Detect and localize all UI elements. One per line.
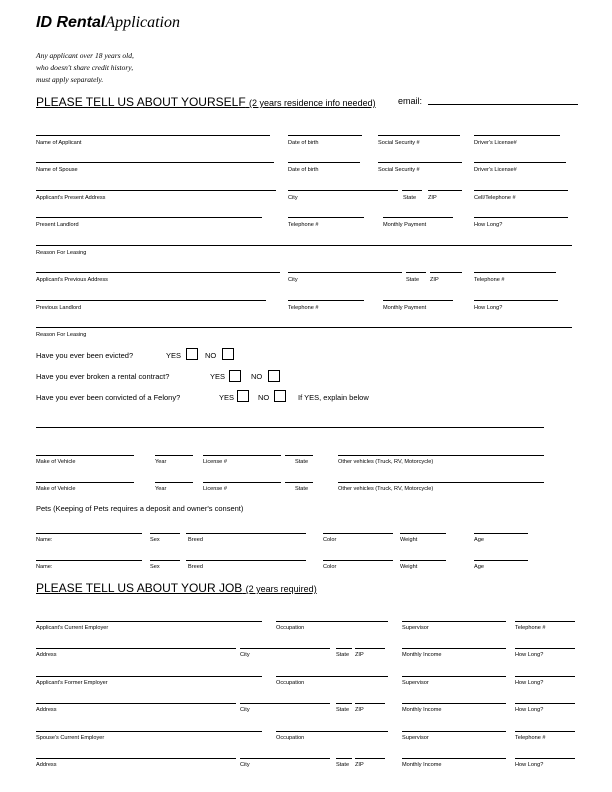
broken-no-checkbox[interactable]: [268, 370, 280, 382]
former-howlong2-field[interactable]: [515, 703, 575, 704]
previous-telephone-field[interactable]: [474, 272, 556, 273]
vehicle1-state-field[interactable]: [285, 455, 313, 456]
label-pet-sex-2: Sex: [150, 564, 160, 570]
previous-landlord-field[interactable]: [36, 300, 266, 301]
label-landlord-telephone: Telephone #: [288, 222, 319, 228]
previous-state-field[interactable]: [406, 272, 426, 273]
label-previous-landlord: Previous Landlord: [36, 305, 82, 311]
evicted-no-checkbox[interactable]: [222, 348, 234, 360]
prev-landlord-telephone-field[interactable]: [288, 300, 364, 301]
label-spouse-zip: ZIP: [355, 762, 364, 768]
former-employer-field[interactable]: [36, 676, 262, 677]
applicant-ssn-field[interactable]: [378, 135, 460, 136]
label-spouse-howlong: How Long?: [515, 762, 544, 768]
label-current-city: City: [240, 652, 250, 658]
label-make-vehicle-1: Make of Vehicle: [36, 459, 76, 465]
email-label: email:: [398, 96, 423, 106]
label-dob: Date of birth: [288, 140, 319, 146]
felony-explanation-field[interactable]: [36, 427, 544, 428]
previous-zip-field[interactable]: [430, 272, 462, 273]
applicant-name-field[interactable]: [36, 135, 270, 136]
vehicle2-license-field[interactable]: [203, 482, 281, 483]
label-pet-name-2: Name:: [36, 564, 53, 570]
former-howlong-field[interactable]: [515, 676, 575, 677]
felony-no-checkbox[interactable]: [274, 390, 286, 402]
pet2-age-field[interactable]: [474, 560, 528, 561]
label-previous-telephone: Telephone #: [474, 277, 505, 283]
pet1-breed-field[interactable]: [186, 533, 306, 534]
label-current-address: Address: [36, 652, 57, 658]
pet1-name-field[interactable]: [36, 533, 142, 534]
label-current-zip: ZIP: [355, 652, 364, 658]
pet2-sex-field[interactable]: [150, 560, 180, 561]
former-city-field[interactable]: [240, 703, 330, 704]
other-vehicles-field-1[interactable]: [338, 455, 544, 456]
label-pet-color-2: Color: [323, 564, 337, 570]
label-prev-monthly-payment: Monthly Payment: [383, 305, 427, 311]
label-current-howlong: How Long?: [515, 652, 544, 658]
spouse-employer-field[interactable]: [36, 731, 262, 732]
spouse-dob-field[interactable]: [288, 162, 360, 163]
intro-line-3: must apply separately.: [36, 75, 104, 84]
pet1-weight-field[interactable]: [400, 533, 446, 534]
label-pet-weight-2: Weight: [400, 564, 418, 570]
label-former-city: City: [240, 707, 250, 713]
spouse-name-field[interactable]: [36, 162, 274, 163]
question-felony: Have you ever been convicted of a Felony?: [36, 393, 181, 402]
current-income-field[interactable]: [402, 648, 506, 649]
label-current-supervisor: Supervisor: [402, 625, 429, 631]
label-prev-reason-leasing: Reason For Leasing: [36, 332, 87, 338]
applicant-license-field[interactable]: [474, 135, 560, 136]
label-spouse-name: Name of Spouse: [36, 167, 78, 173]
label-previous-address: Applicant's Previous Address: [36, 277, 108, 283]
spouse-license-field[interactable]: [474, 162, 566, 163]
vehicle1-license-field[interactable]: [203, 455, 281, 456]
spouse-howlong-field[interactable]: [515, 758, 575, 759]
label-former-employer: Applicant's Former Employer: [36, 680, 108, 686]
present-city-field[interactable]: [288, 190, 398, 191]
current-zip-field[interactable]: [355, 648, 385, 649]
pet1-age-field[interactable]: [474, 533, 528, 534]
section-heading-job: [36, 581, 317, 595]
spouse-state-field[interactable]: [336, 758, 352, 759]
label-license-1: License #: [203, 459, 227, 465]
label-applicant-name: Name of Applicant: [36, 140, 82, 146]
spouse-telephone-field[interactable]: [515, 731, 575, 732]
label-spouse-supervisor: Supervisor: [402, 735, 429, 741]
label-pet-weight-1: Weight: [400, 537, 418, 543]
label-current-employer: Applicant's Current Employer: [36, 625, 109, 631]
label-spouse-income: Monthly Income: [402, 762, 442, 768]
label-pet-breed-1: Breed: [188, 537, 203, 543]
label-pet-sex-1: Sex: [150, 537, 160, 543]
label-previous-state: State: [406, 277, 420, 283]
previous-howlong-field[interactable]: [474, 300, 558, 301]
label-make-vehicle-2: Make of Vehicle: [36, 486, 76, 492]
label-spouse-address: Address: [36, 762, 57, 768]
label-other-vehicles-1: Other vehicles (Truck, RV, Motorcycle): [338, 459, 434, 465]
felony-yes-checkbox[interactable]: [237, 390, 249, 402]
current-howlong-field[interactable]: [515, 648, 575, 649]
pet2-name-field[interactable]: [36, 560, 142, 561]
former-supervisor-field[interactable]: [402, 676, 506, 677]
label-spouse-license: Driver's License#: [474, 167, 517, 173]
former-address-field[interactable]: [36, 703, 236, 704]
label-current-state: State: [336, 652, 350, 658]
vehicle1-year-field[interactable]: [155, 455, 193, 456]
pet1-sex-field[interactable]: [150, 533, 180, 534]
spouse-city-field[interactable]: [240, 758, 330, 759]
broken-yes-checkbox[interactable]: [229, 370, 241, 382]
present-address-field[interactable]: [36, 190, 276, 191]
label-spouse-dob: Date of birth: [288, 167, 319, 173]
label-former-occupation: Occupation: [276, 680, 305, 686]
label-pet-age-1: Age: [474, 537, 484, 543]
label-year-2: Year: [155, 486, 167, 492]
question-evicted: Have you ever been evicted?: [36, 351, 134, 360]
section-heading-job-sub: (2 years required): [245, 584, 317, 594]
former-income-field[interactable]: [402, 703, 506, 704]
current-address-field[interactable]: [36, 648, 236, 649]
label-former-howlong2: How Long?: [515, 707, 544, 713]
email-field[interactable]: [428, 104, 578, 105]
question-broken-contract: Have you ever broken a rental contract?: [36, 372, 170, 381]
felony-explain-note: If YES, explain below: [298, 393, 369, 402]
label-present-zip: ZIP: [428, 195, 437, 201]
vehicle2-state-field[interactable]: [285, 482, 313, 483]
current-city-field[interactable]: [240, 648, 330, 649]
intro-line-2: who doesn't share credit history,: [36, 63, 134, 72]
pet2-weight-field[interactable]: [400, 560, 446, 561]
section-heading-sub: (2 years residence info needed): [249, 98, 376, 108]
section-heading-yourself: [36, 95, 376, 109]
label-current-telephone: Telephone #: [515, 625, 546, 631]
label-vehicle-state-2: State: [295, 486, 309, 492]
vehicle1-make-field[interactable]: [36, 455, 134, 456]
former-occupation-field[interactable]: [276, 676, 388, 677]
label-former-zip: ZIP: [355, 707, 364, 713]
current-state-field[interactable]: [336, 648, 352, 649]
intro-line-1: Any applicant over 18 years old,: [36, 51, 134, 60]
section-heading-job-text: PLEASE TELL US ABOUT YOUR JOB: [36, 581, 243, 595]
present-state-field[interactable]: [402, 190, 422, 191]
broken-no-label: NO: [251, 372, 263, 381]
spouse-zip-field[interactable]: [355, 758, 385, 759]
label-vehicle-state-1: State: [295, 459, 309, 465]
label-spouse-occupation: Occupation: [276, 735, 305, 741]
label-previous-howlong: How Long?: [474, 305, 503, 311]
label-previous-zip: ZIP: [430, 277, 439, 283]
label-spouse-ssn: Social Security #: [378, 167, 420, 173]
felony-yes-label: YES: [219, 393, 235, 402]
label-current-occupation: Occupation: [276, 625, 305, 631]
pet1-color-field[interactable]: [323, 533, 393, 534]
cell-telephone-field[interactable]: [474, 190, 568, 191]
previous-address-field[interactable]: [36, 272, 280, 273]
label-present-address: Applicant's Present Address: [36, 195, 106, 201]
pet2-breed-field[interactable]: [186, 560, 306, 561]
form-title: [36, 14, 180, 32]
label-cell-telephone: Cell/Telephone #: [474, 195, 516, 201]
broken-yes-label: YES: [210, 372, 226, 381]
present-landlord-field[interactable]: [36, 217, 262, 218]
spouse-income-field[interactable]: [402, 758, 506, 759]
label-present-city: City: [288, 195, 298, 201]
label-other-vehicles-2: Other vehicles (Truck, RV, Motorcycle): [338, 486, 434, 492]
label-license: Driver's License#: [474, 140, 517, 146]
label-pet-breed-2: Breed: [188, 564, 203, 570]
evicted-yes-label: YES: [166, 351, 182, 360]
label-license-2: License #: [203, 486, 227, 492]
spouse-address-field[interactable]: [36, 758, 236, 759]
label-monthly-payment: Monthly Payment: [383, 222, 427, 228]
applicant-dob-field[interactable]: [288, 135, 362, 136]
spouse-supervisor-field[interactable]: [402, 731, 506, 732]
spouse-occupation-field[interactable]: [276, 731, 388, 732]
label-former-address: Address: [36, 707, 57, 713]
label-year-1: Year: [155, 459, 167, 465]
evicted-yes-checkbox[interactable]: [186, 348, 198, 360]
felony-no-label: NO: [258, 393, 270, 402]
label-spouse-employer: Spouse's Current Employer: [36, 735, 105, 741]
brand-name: ID Rental: [36, 14, 106, 31]
label-spouse-state: State: [336, 762, 350, 768]
label-reason-leasing: Reason For Leasing: [36, 250, 87, 256]
label-former-howlong: How Long?: [515, 680, 544, 686]
pet2-color-field[interactable]: [323, 560, 393, 561]
label-present-state: State: [403, 195, 417, 201]
label-previous-city: City: [288, 277, 298, 283]
label-former-income: Monthly Income: [402, 707, 442, 713]
reason-leasing-field[interactable]: [36, 245, 572, 246]
title-word: Application: [105, 14, 180, 31]
label-spouse-city: City: [240, 762, 250, 768]
label-prev-landlord-telephone: Telephone #: [288, 305, 319, 311]
label-present-landlord: Present Landlord: [36, 222, 79, 228]
label-former-state: State: [336, 707, 350, 713]
current-supervisor-field[interactable]: [402, 621, 506, 622]
prev-reason-leasing-field[interactable]: [36, 327, 572, 328]
present-howlong-field[interactable]: [474, 217, 568, 218]
pets-heading: Pets (Keeping of Pets requires a deposit and owner's consent): [36, 504, 244, 513]
label-ssn: Social Security #: [378, 140, 420, 146]
spouse-ssn-field[interactable]: [378, 162, 462, 163]
former-state-field[interactable]: [336, 703, 352, 704]
previous-city-field[interactable]: [288, 272, 402, 273]
current-telephone-field[interactable]: [515, 621, 575, 622]
monthly-payment-field[interactable]: [383, 217, 453, 218]
section-heading-text: PLEASE TELL US ABOUT YOURSELF: [36, 95, 246, 109]
current-employer-field[interactable]: [36, 621, 262, 622]
vehicle2-year-field[interactable]: [155, 482, 193, 483]
prev-monthly-payment-field[interactable]: [383, 300, 453, 301]
landlord-telephone-field[interactable]: [288, 217, 364, 218]
present-zip-field[interactable]: [428, 190, 462, 191]
vehicle2-make-field[interactable]: [36, 482, 134, 483]
other-vehicles-field-2[interactable]: [338, 482, 544, 483]
evicted-no-label: NO: [205, 351, 217, 360]
label-pet-name-1: Name:: [36, 537, 53, 543]
label-spouse-telephone: Telephone #: [515, 735, 546, 741]
label-pet-age-2: Age: [474, 564, 484, 570]
label-pet-color-1: Color: [323, 537, 337, 543]
label-present-howlong: How Long?: [474, 222, 503, 228]
label-current-income: Monthly Income: [402, 652, 442, 658]
former-zip-field[interactable]: [355, 703, 385, 704]
label-former-supervisor: Supervisor: [402, 680, 429, 686]
current-occupation-field[interactable]: [276, 621, 388, 622]
